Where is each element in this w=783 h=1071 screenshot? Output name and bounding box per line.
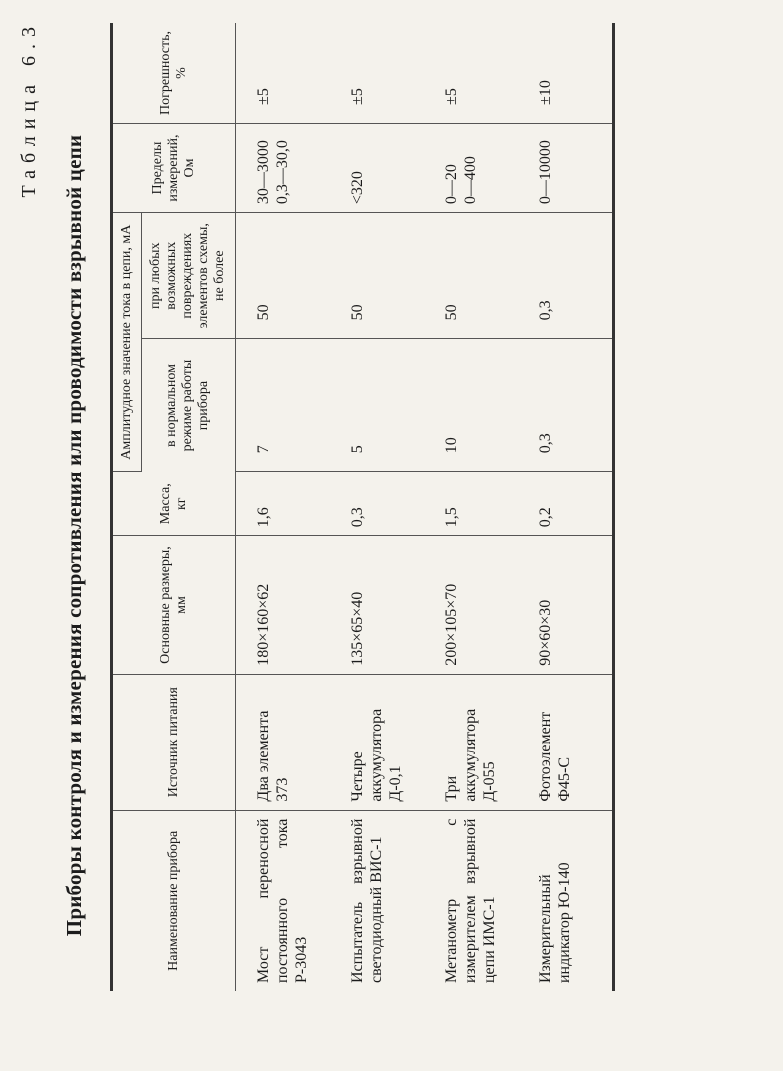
cell-error: ±5 [424,23,518,123]
cell-name: Измерительный индикатор Ю-140 [518,810,614,991]
cell-current-normal: 0,3 [518,339,614,472]
limits-line-1: 0—10000 [536,140,554,205]
limits-line-1: <320 [348,171,366,205]
table-row [330,23,424,991]
limits-line-2: 0—400 [461,156,479,205]
table-row [518,23,614,991]
cell-limits [518,123,614,212]
cell-name: Испытатель взрывной светодиодный ВИС-1 [348,818,385,983]
limits-line-1: 0—20 [442,164,460,205]
cell-current-fault: 50 [330,213,424,339]
cell-current-fault: 0,3 [518,213,614,339]
cell-name: Метанометр с измерителем взрывной цепи ИМС-1 [442,818,498,983]
instruments-table [110,23,615,991]
cell-limits [235,123,330,212]
cell-mass: 1,6 [235,472,330,536]
header-error: Погрешность, % [112,23,236,123]
header-current-group: Амплитудное значение тока в цепи, мА [112,213,142,472]
table-caption: Таблица 6.3 [18,20,40,198]
header-name: Наименование прибора [112,810,236,991]
header-current-normal: в нормальном режиме работы прибора [142,339,235,472]
cell-power: Фотоэлемент Ф45-С [518,674,614,810]
table-row [424,23,518,991]
cell-power: Четыре аккумулятора Д-0,1 [330,674,424,810]
cell-dims: 180×160×62 [235,536,330,675]
cell-current-normal: 10 [424,339,518,472]
header-mass: Масса, кг [112,472,236,536]
cell-error: ±5 [235,23,330,123]
header-power: Источник питания [112,674,236,810]
cell-dims: 135×65×40 [330,536,424,675]
header-limits: Пределы измерений, Ом [112,123,236,212]
cell-current-normal: 7 [235,339,330,472]
cell-power: Два элемента 373 [235,674,330,810]
table-row [235,23,330,991]
cell-error: ±10 [518,23,614,123]
cell-dims: 200×105×70 [424,536,518,675]
cell-mass: 0,2 [518,472,614,536]
cell-dims: 90×60×30 [518,536,614,675]
cell-error: ±5 [330,23,424,123]
limits-line-1: 30—3000 [254,140,272,205]
cell-name: Мост переносной постоянного тока Р-3043 [254,818,310,983]
cell-mass: 0,3 [330,472,424,536]
cell-mass: 1,5 [424,472,518,536]
cell-limits [330,123,424,212]
cell-power: Три аккумулятора Д-055 [424,674,518,810]
cell-current-fault: 50 [424,213,518,339]
cell-limits [424,123,518,212]
limits-line-2: 0,3—30,0 [273,140,291,205]
header-current-fault: при любых возможных повреждениях элементов схемы, не более [142,213,235,339]
cell-current-fault: 50 [235,213,330,339]
table-title: Приборы контроля и измерения сопротивления или проводимости взрывной цепи [62,134,86,937]
header-dims: Основные размеры, мм [112,536,236,675]
cell-current-normal: 5 [330,339,424,472]
